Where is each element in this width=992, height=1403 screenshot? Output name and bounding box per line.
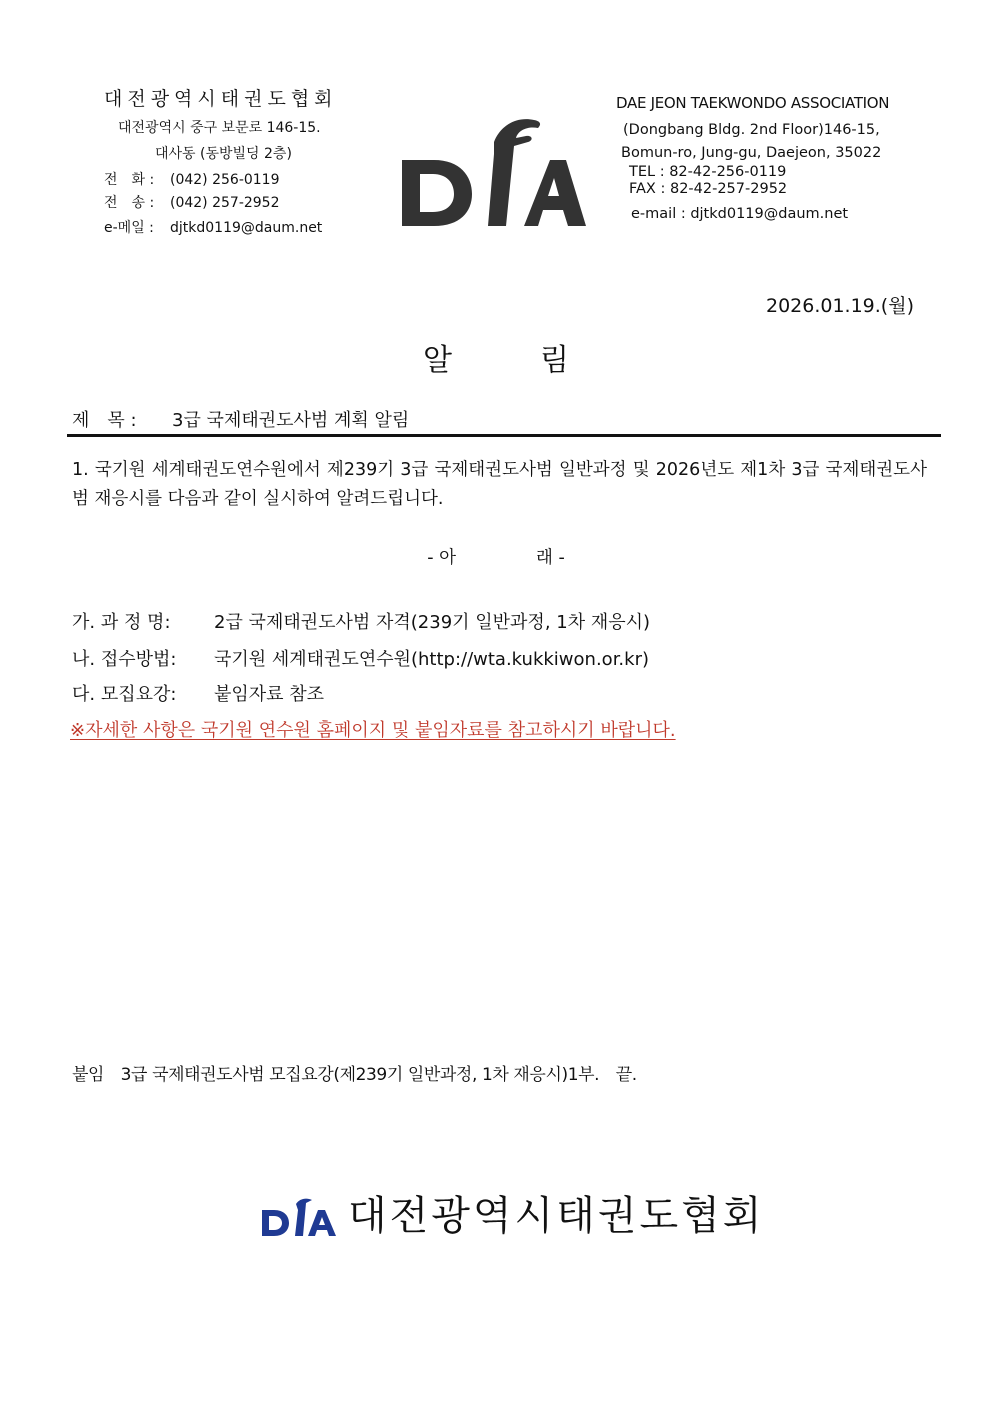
letterhead-en-fax: FAX : 82-42-257-2952	[629, 181, 788, 197]
dta-logo	[398, 112, 588, 232]
list-item-label: 가. 과 정 명:	[72, 612, 171, 633]
list-item-guideline	[72, 680, 324, 706]
list-item-value: 붙임자료 참조	[214, 684, 325, 705]
list-item-label: 나. 접수방법:	[72, 649, 177, 670]
tel-value: (042) 256-0119	[170, 172, 280, 188]
letterhead-en-org-name: DAE JEON TAEKWONDO ASSOCIATION	[616, 94, 890, 112]
body-paragraph: 1. 국기원 세계태권도연수원에서 제239기 3급 국제태권도사범 일반과정 및 2026년도 제1차 3급 국제태권도사범 재응시를 다음과 같이 실시하여 알려드립니다.	[72, 460, 927, 509]
email-value: djtkd0119@daum.net	[170, 220, 323, 236]
list-item-value: 국기원 세계태권도연수원(http://wta.kukkiwon.or.kr)	[214, 649, 650, 670]
list-item-application	[72, 645, 649, 671]
document-title: 알림	[423, 343, 657, 378]
subject-text: 3급 국제태권도사범 계획 알림	[172, 410, 410, 431]
letterhead-en-address-line2: Bomun-ro, Jung-gu, Daejeon, 35022	[621, 145, 882, 161]
letterhead-kr-fax	[104, 192, 280, 212]
subject-divider	[67, 434, 941, 437]
letterhead-en-tel: TEL : 82-42-256-0119	[629, 164, 787, 180]
letterhead-kr-org-name: 대전광역시태권도협회	[104, 88, 338, 110]
list-item-value: 2급 국제태권도사범 자격(239기 일반과정, 1차 재응시)	[214, 612, 651, 633]
letterhead-kr-tel	[104, 169, 280, 189]
email-label: e-메일 :	[104, 220, 154, 236]
ahrae-right: 래 -	[536, 548, 565, 568]
ahrae-left: - 아	[427, 548, 456, 568]
document-date: 2026.01.19.(월)	[765, 295, 914, 317]
fax-label: 전 송 :	[104, 195, 155, 211]
reference-note: ※자세한 사항은 국기원 연수원 홈페이지 및 붙임자료를 참고하시기 바랍니다.	[70, 720, 676, 741]
footer-org-name: 대전광역시태권도협회	[348, 1193, 765, 1239]
letterhead-kr-email	[104, 217, 322, 237]
subject-label: 제 목 :	[72, 410, 137, 431]
tel-label: 전 화 :	[104, 172, 155, 188]
subject-line	[72, 406, 409, 432]
list-item-course	[72, 608, 650, 634]
attachment-line: 붙임 3급 국제태권도사범 모집요강(제239기 일반과정, 1차 재응시)1부. 끝.	[72, 1065, 637, 1085]
fax-value: (042) 257-2952	[170, 195, 280, 211]
footer-dta-logo	[260, 1198, 338, 1238]
ahrae-heading	[0, 544, 992, 569]
list-item-label: 다. 모집요강:	[72, 684, 177, 705]
letterhead-kr-address-line2: 대사동 (동방빌딩 2층)	[155, 146, 292, 162]
letterhead-en-address-line1: (Dongbang Bldg. 2nd Floor)146-15,	[623, 122, 880, 138]
letterhead-kr-address-line1: 대전광역시 중구 보문로 146-15.	[118, 120, 321, 136]
letterhead-en-email: e-mail : djtkd0119@daum.net	[631, 206, 849, 222]
